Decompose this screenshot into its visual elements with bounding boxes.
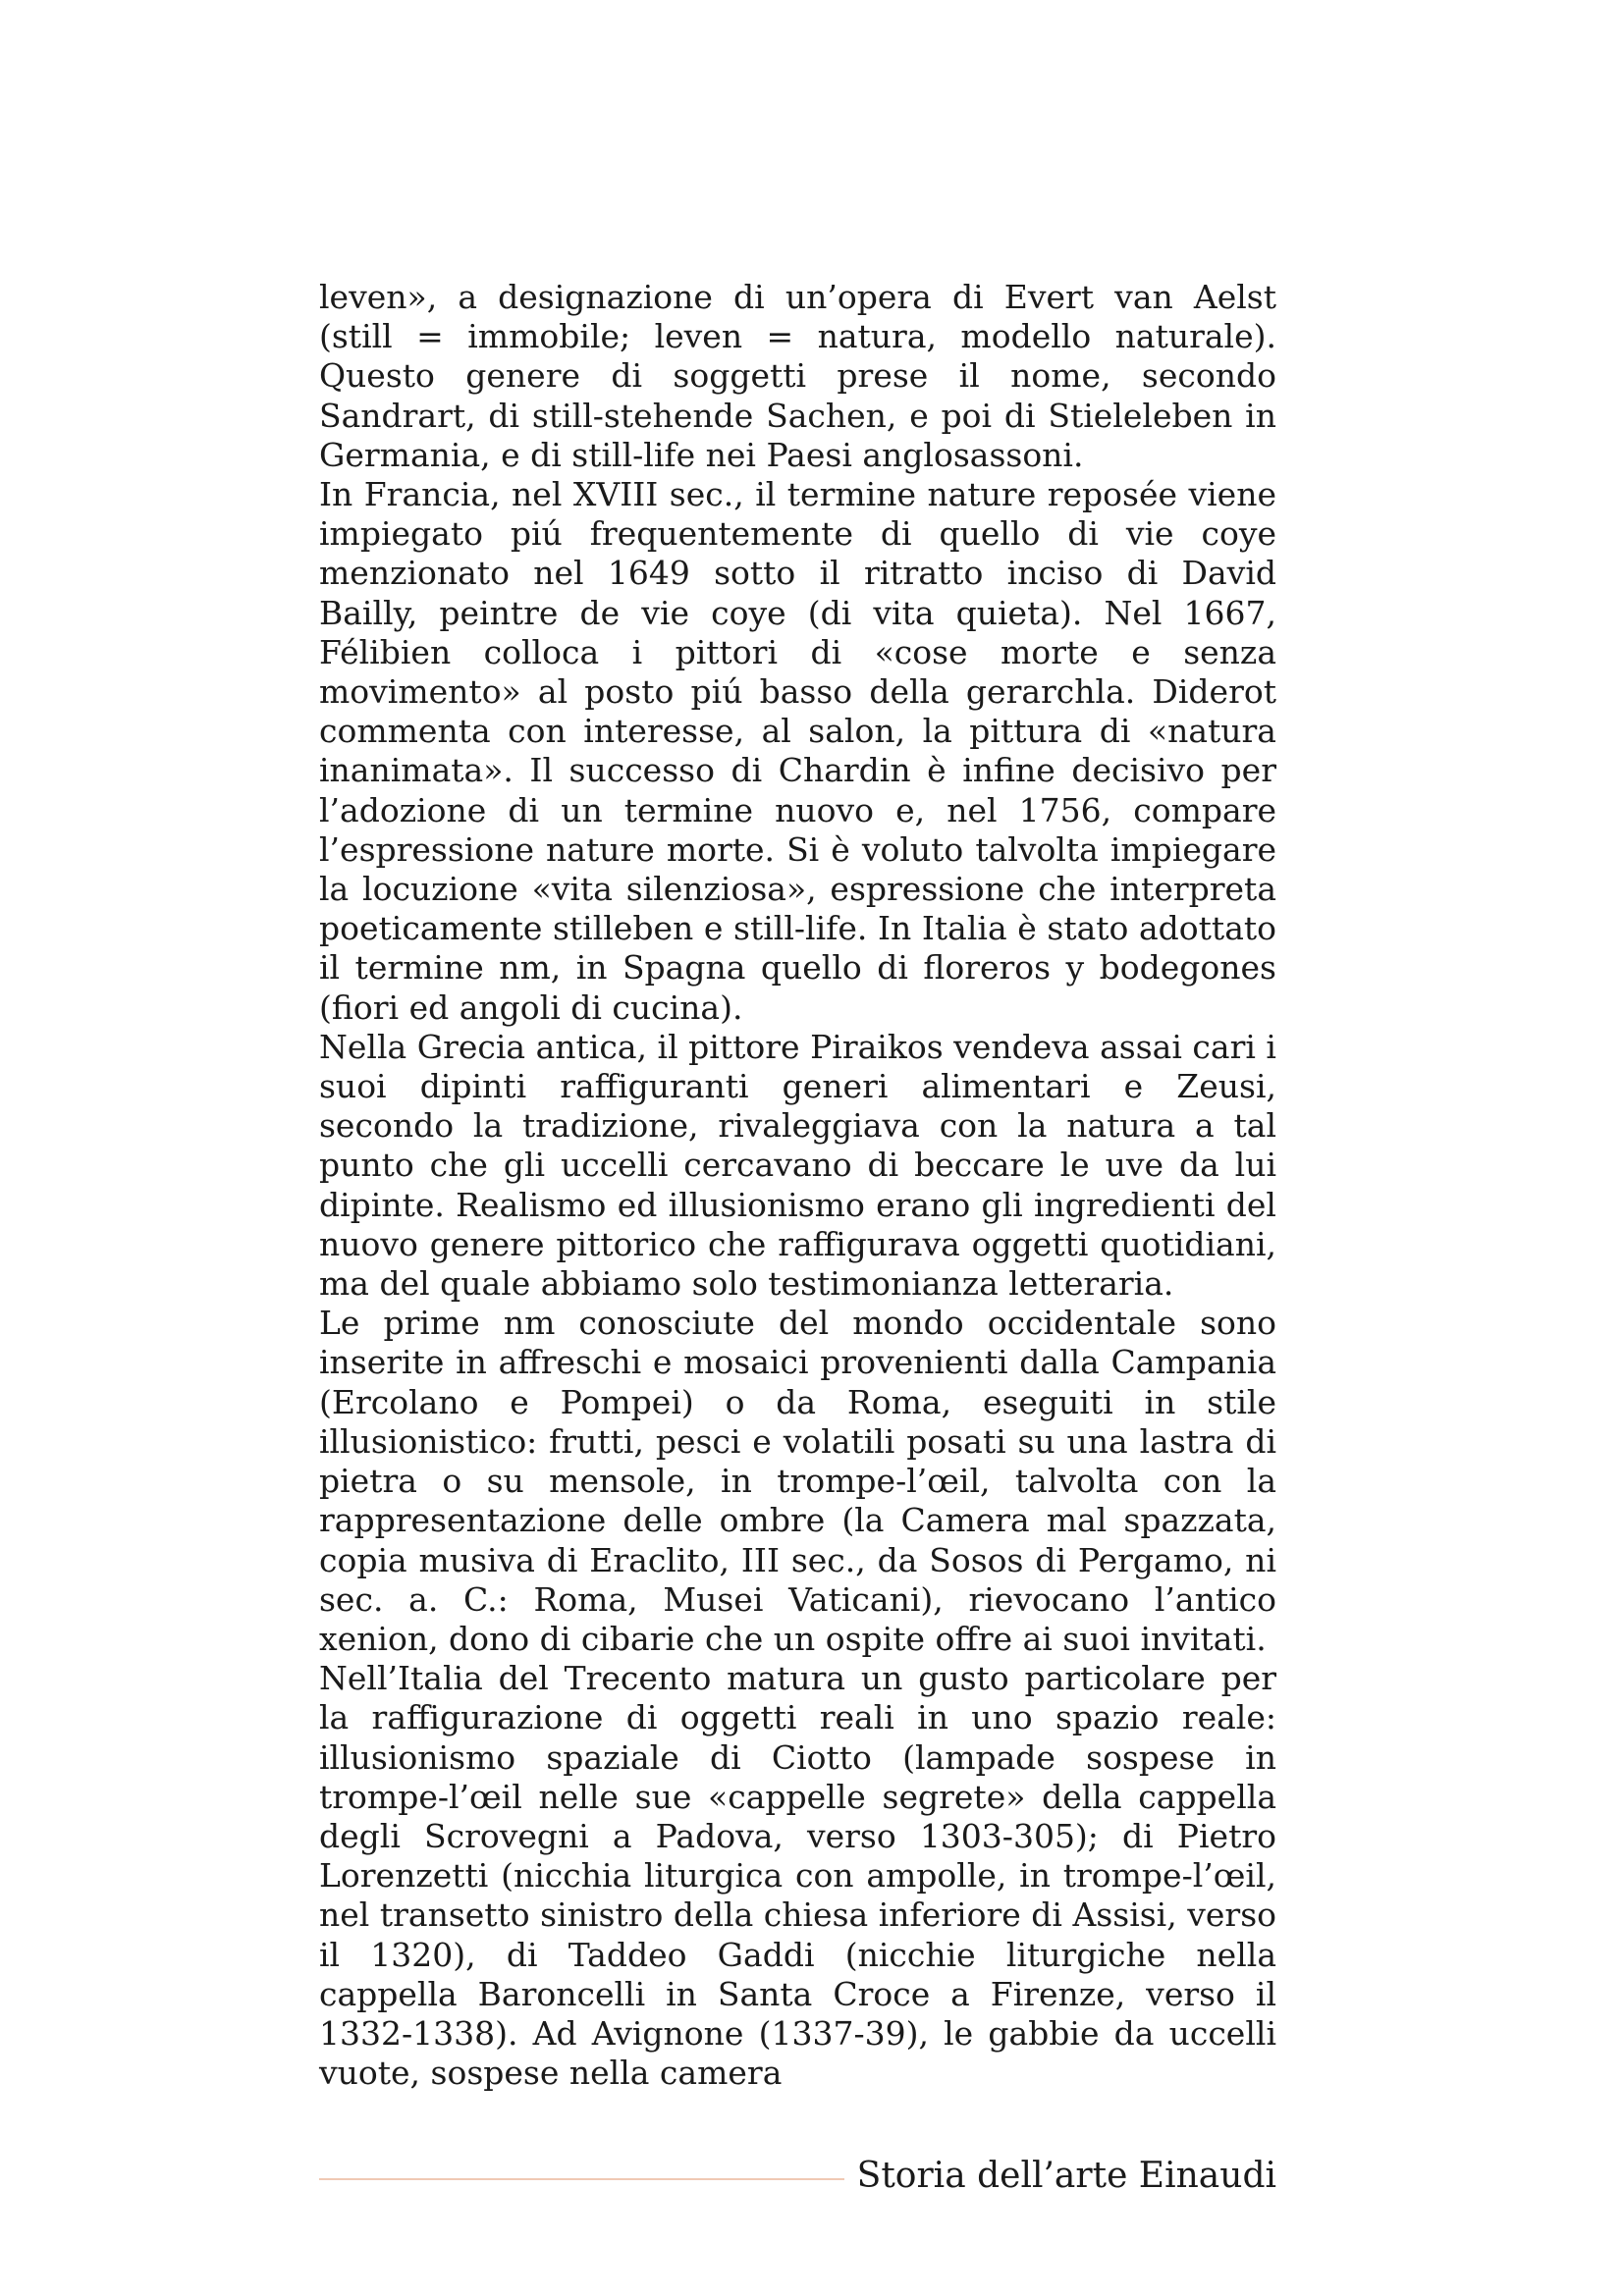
paragraph-3: Nella Grecia antica, il pittore Piraikos vendeva assai cari i suoi dipinti raffiguranti generi alimentari e Zeusi, secondo la tradizione, rivaleggiava con la natura a tal punto che gli uccelli cercavano di beccare le uve da lui dipinte. Realismo ed illusionismo erano gli ingredienti del nuovo genere pittorico che raffigurava oggetti quotidiani, ma del quale abbiamo solo testimonianza letteraria. xyxy=(319,1027,1276,1304)
paragraph-2: In Francia, nel XVIII sec., il termine nature reposée viene impiegato piú frequentemente di quello di vie coye menzionato nel 1649 sotto il ritratto inciso di David Bailly, peintre de vie coye (di vita quieta). Nel 1667, Félibien colloca i pittori di «cose morte e senza movimento» al posto piú basso della gerarchla. Diderot commenta con interesse, al salon, la pittura di «natura inanimata». Il successo di Chardin è infine decisivo per l’adozione di un termine nuovo e, nel 1756, compare l’espressione nature morte. Si è voluto talvolta impiegare la locuzione «vita silenziosa», espressione che interpreta poeticamente stilleben e still-life. In Italia è stato adottato il termine nm, in Spagna quello di floreros y bodegones (fiori ed angoli di cucina). xyxy=(319,475,1276,1027)
paragraph-1: leven», a designazione di un’opera di Evert van Aelst (still = immobile; leven = natura, modello naturale). Questo genere di soggetti prese il nome, secondo Sandrart, di still-stehende Sachen, e poi di Stieleleben in Germania, e di still-life nei Paesi anglosassoni. xyxy=(319,278,1276,474)
paragraph-4: Le prime nm conosciute del mondo occidentale sono inserite in affreschi e mosaici provenienti dalla Campania (Ercolano e Pompei) o da Roma, eseguiti in stile illusionistico: frutti, pesci e volatili posati su una lastra di pietra o su mensole, in trompe-l’œil, talvolta con la rappresentazione delle ombre (la Camera mal spazzata, copia musiva di Eraclito, III sec., da Sosos di Pergamo, ni sec. a. C.: Roma, Musei Vaticani), rievocano l’antico xenion, dono di cibarie che un ospite offre ai suoi invitati. xyxy=(319,1304,1276,1658)
paragraph-5: Nell’Italia del Trecento matura un gusto particolare per la raffigurazione di oggetti reali in uno spazio reale: illusionismo spaziale di Ciotto (lampade sospese in trompe-l’œil nelle sue «cappelle segrete» della cappella degli Scrovegni a Padova, verso 1303-305); di Pietro Lorenzetti (nicchia liturgica con ampolle, in trompe-l’œil, nel transetto sinistro della chiesa inferiore di Assisi, verso il 1320), di Taddeo Gaddi (nicchie liturgiche nella cappella Baroncelli in Santa Croce a Firenze, verso il 1332-1338). Ad Avignone (1337-39), le gabbie da uccelli vuote, sospese nella camera xyxy=(319,1659,1276,2093)
body-text xyxy=(319,278,1276,2093)
footer-divider xyxy=(319,2178,844,2180)
footer-publication-title: Storia dell’arte Einaudi xyxy=(856,2156,1276,2196)
